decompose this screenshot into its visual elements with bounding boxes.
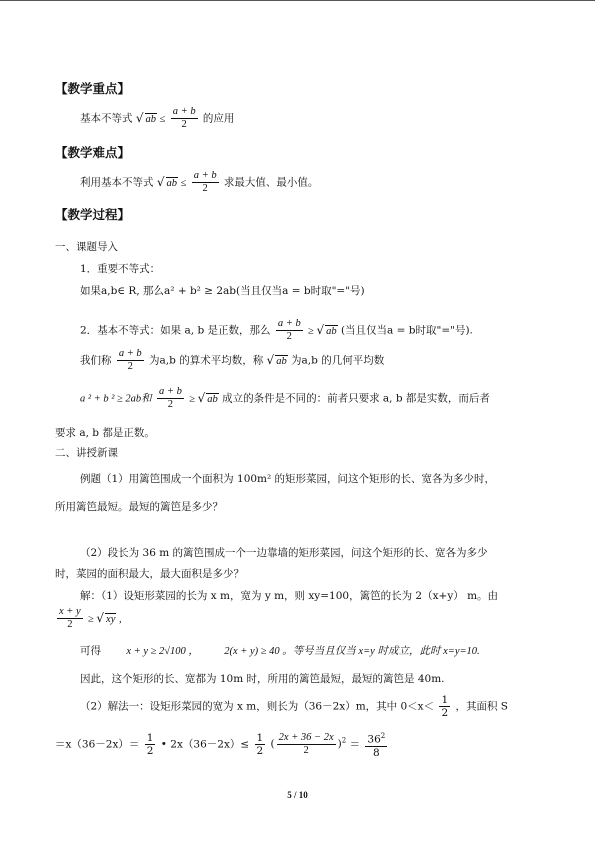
mean-text-c: 为a,b 的几何平均数 — [291, 354, 385, 367]
fraction-a-plus-b-over-2: $\frac{a + b}{2}$ — [277, 318, 301, 342]
geq-sqrt-xy: ≥ √ xy , — [88, 610, 122, 625]
mean-line — [80, 348, 384, 373]
fraction-one-half: $\frac{1}{2}$ — [256, 731, 264, 757]
heading-process: 【教学过程】 — [55, 207, 131, 222]
compare-text-a: a ² + b ² ≥ 2ab和 — [80, 393, 152, 405]
solution-line2 — [55, 606, 122, 631]
am-gm-bound: ( $\frac{2x + 36 - 2x}{2}$ )$^2$ — [270, 731, 347, 756]
solution2-e: ＝ — [349, 738, 361, 751]
fraction-a-plus-b-over-2: $\frac{a + b}{2}$ — [118, 348, 142, 372]
fraction-36-squared-over-8: $\frac{36^2}{8}$ — [367, 732, 386, 759]
geq-sqrt-ab: ≥ √ ab — [308, 322, 337, 337]
sqrt-ab-formula: √ ab ≤ — [156, 174, 187, 189]
item1-title: 1．重要不等式： — [80, 263, 161, 275]
compare-line — [80, 386, 490, 411]
mean-text-a: 我们称 — [80, 354, 112, 367]
key-point-line — [80, 106, 234, 131]
solution-line3-a: 可得 — [80, 645, 101, 657]
fraction-a-plus-b-over-2: $\frac{a + b}{2}$ — [159, 386, 182, 410]
sqrt-ab-formula: √ ab ≤ — [135, 110, 166, 125]
fraction-a-plus-b-over-2: $\frac{a + b}{2}$ — [172, 106, 196, 130]
solution2-a: （2）解法一：设矩形菜园的宽为 x m，则长为（36－2x）m，其中 0＜x＜ — [80, 700, 435, 713]
part1-title: 一、课题导入 — [55, 241, 118, 253]
page-number: 5 / 10 — [287, 790, 308, 800]
header-rule — [0, 0, 595, 1]
solution2-line — [80, 694, 508, 719]
example1-line1: 例题（1）用篱笆围成一个面积为 100m² 的矩形菜园，问这个矩形的长、宽各为多少时， — [80, 473, 496, 485]
solution-line3-c: 2(x + y) ≥ 40 。等号当且仅当 x=y 时成立，此时 x=y=10. — [224, 646, 480, 657]
item2-suffix: (当且仅当a = b时取"="号). — [340, 324, 473, 337]
solution-line4: 因此，这个矩形的长、宽都为 10m 时，所用的篱笆最短，最短的篱笆是 40m. — [80, 673, 445, 685]
example1-line2: 所用篱笆最短。最短的篱笆是多少？ — [55, 501, 223, 513]
compare-text-c: 要求 a, b 都是正数。 — [55, 427, 155, 439]
difficulty-line — [80, 170, 318, 195]
geq-sqrt-ab: ≥ √ ab — [189, 390, 218, 405]
item2-line — [80, 318, 473, 343]
item2-prefix: 2．基本不等式：如果 a, b 是正数，那么 — [80, 324, 271, 337]
fraction-one-half: $\frac{1}{2}$ — [441, 694, 449, 719]
fraction-x-plus-y-over-2: $\frac{x + y}{2}$ — [59, 606, 81, 630]
heading-key-points: 【教学重点】 — [55, 81, 131, 96]
heading-difficulties: 【教学难点】 — [55, 145, 131, 160]
fraction-one-half: $\frac{1}{2}$ — [146, 731, 154, 757]
example2-line1: （2）段长为 36 m 的篱笆围成一个一边靠墙的矩形菜园，问这个矩形的长、宽各为多少 — [80, 547, 488, 559]
solution2-formula — [55, 730, 389, 759]
solution-line3 — [80, 644, 480, 659]
solution2-b: ，其面积 S — [455, 700, 508, 713]
part2-title: 二、讲授新课 — [55, 447, 118, 459]
key-point-suffix: 的应用 — [202, 112, 235, 125]
difficulty-suffix: 求最大值、最小值。 — [223, 176, 319, 189]
fraction-a-plus-b-over-2: $\frac{a + b}{2}$ — [193, 170, 217, 194]
sqrt-ab: √ ab — [266, 352, 287, 367]
difficulty-prefix: 利用基本不等式 — [80, 176, 154, 189]
key-point-prefix: 基本不等式 — [80, 112, 133, 125]
example2-line2: 时，菜园的面积最大，最大面积是多少？ — [55, 568, 244, 580]
mean-text-b: 为a,b 的算术平均数，称 — [149, 354, 264, 367]
solution2-c: ＝x（36－2x）＝ — [55, 738, 140, 751]
solution-line3-b: x + y ≥ 2√100 ， — [126, 646, 199, 657]
item1-text: 如果a,b∈ R, 那么a² + b² ≥ 2ab(当且仅当a = b时取"="号) — [80, 285, 365, 297]
solution2-d: • 2x（36－2x）≤ — [160, 738, 250, 751]
compare-text-b: 成立的条件是不同的：前者只要求 a, b 都是实数，而后者 — [222, 392, 490, 405]
solution-line1: 解：（1）设矩形菜园的长为 x m，宽为 y m，则 xy=100，篱笆的长为 2（x+y） m。由 — [80, 590, 499, 602]
